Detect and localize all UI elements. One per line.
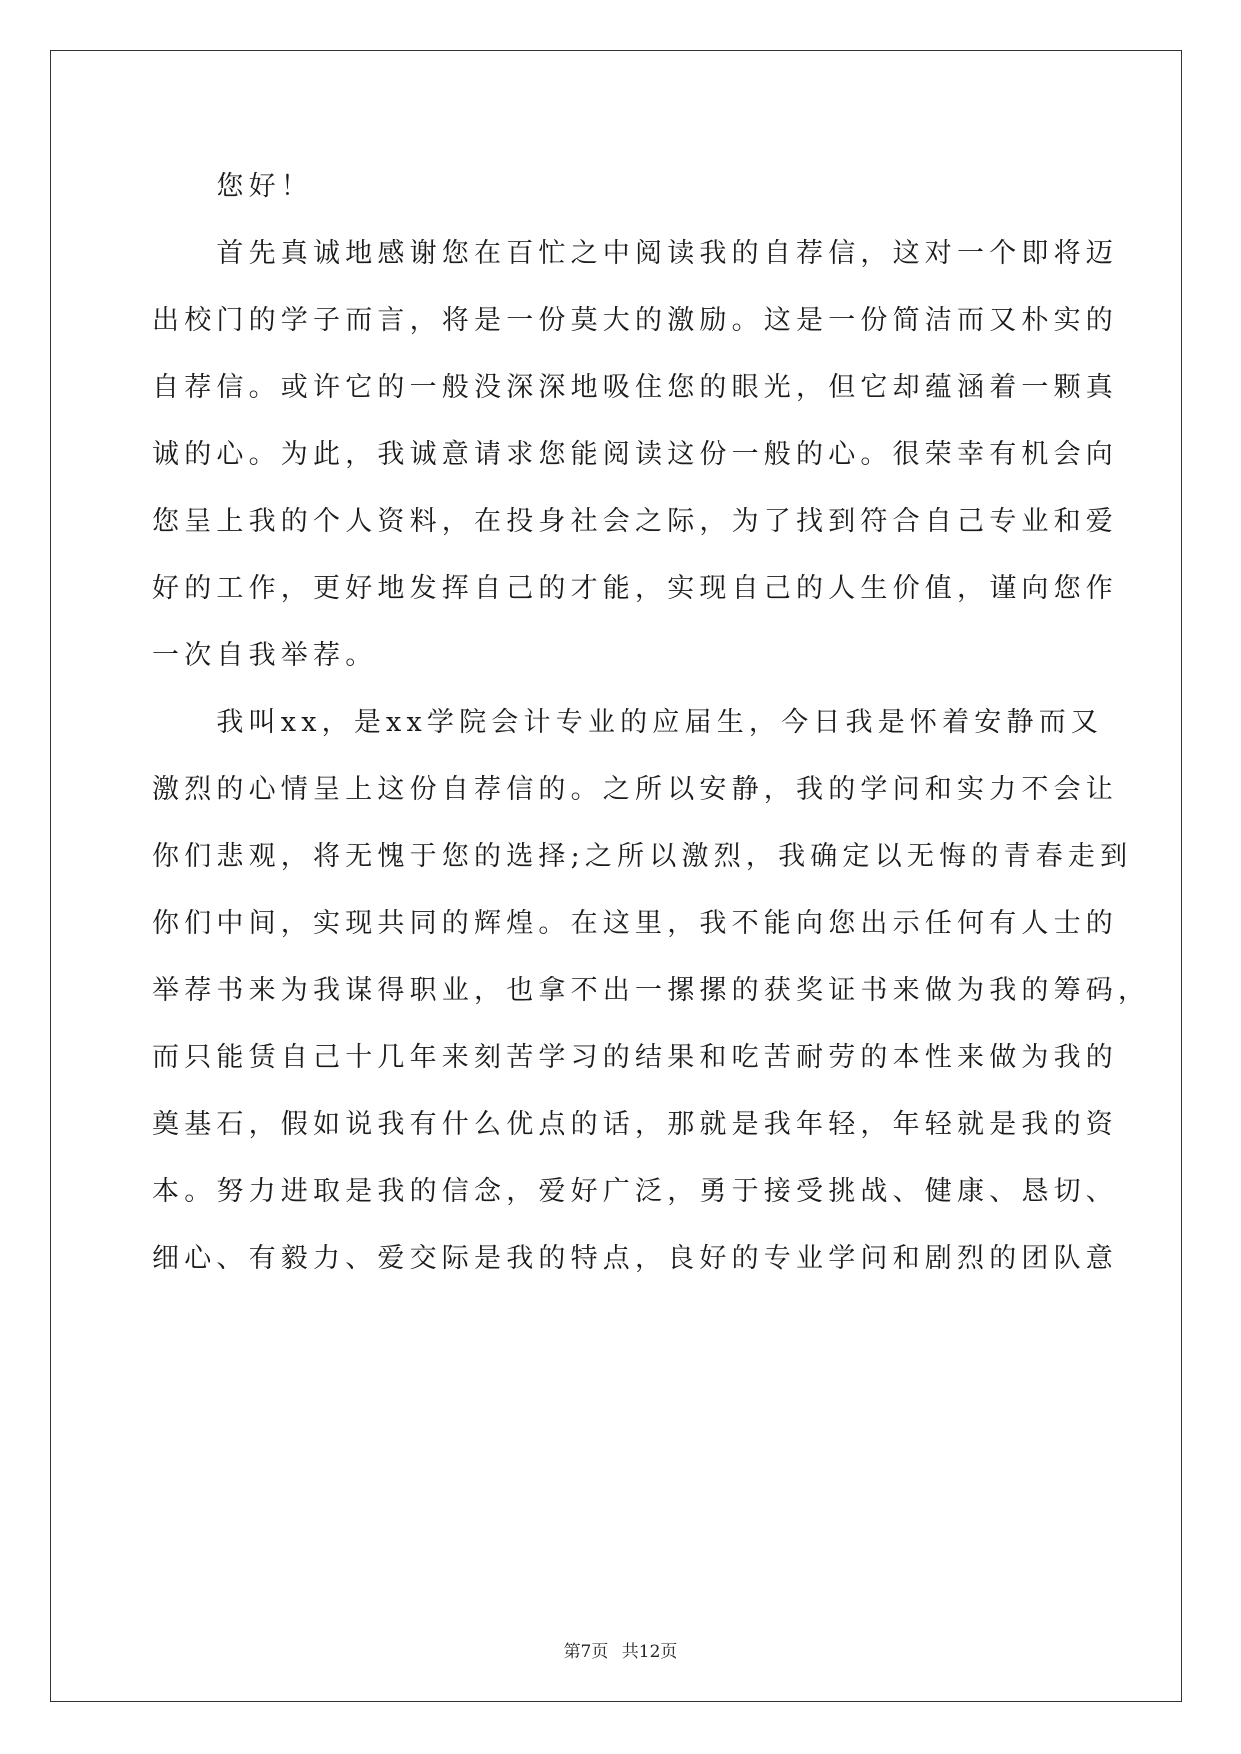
text-line: 激烈的心情呈上这份自荐信的。之所以安静，我的学问和实力不会让 bbox=[152, 774, 1118, 805]
text-line: 举荐书来为我谋得职业，也拿不出一摞摞的获奖证书来做为我的筹码， bbox=[152, 975, 1151, 1006]
text-line: 奠基石，假如说我有什么优点的话，那就是我年轻，年轻就是我的资 bbox=[152, 1109, 1118, 1140]
text-line: 诚的心。为此，我诚意请求您能阅读这份一般的心。很荣幸有机会向 bbox=[152, 439, 1118, 470]
text-line: 出校门的学子而言，将是一份莫大的激励。这是一份简洁而又朴实的 bbox=[152, 305, 1118, 336]
page-number: 第7页 bbox=[563, 1642, 609, 1662]
text-line: 而只能赁自己十几年来刻苦学习的结果和吃苦耐劳的本性来做为我的 bbox=[152, 1042, 1118, 1073]
text-line: 细心、有毅力、爱交际是我的特点，良好的专业学问和剧烈的团队意 bbox=[152, 1243, 1118, 1274]
text-line: 本。努力进取是我的信念，爱好广泛，勇于接受挑战、健康、恳切、 bbox=[152, 1176, 1118, 1207]
page-total: 共12页 bbox=[621, 1642, 678, 1662]
page-footer bbox=[0, 1637, 1241, 1662]
text-line: 首先真诚地感谢您在百忙之中阅读我的自荐信，这对一个即将迈 bbox=[152, 238, 1118, 269]
text-line: 你们中间，实现共同的辉煌。在这里，我不能向您出示任何有人士的 bbox=[152, 908, 1118, 939]
text-line: 自荐信。或许它的一般没深深地吸住您的眼光，但它却蕴涵着一颗真 bbox=[152, 372, 1118, 403]
text-line: 好的工作，更好地发挥自己的才能，实现自己的人生价值，谨向您作 bbox=[152, 573, 1118, 604]
text-line: 您好！ bbox=[152, 171, 313, 202]
text-line: 你们悲观，将无愧于您的选择;之所以激烈，我确定以无悔的青春走到 bbox=[152, 841, 1133, 872]
text-line: 您呈上我的个人资料，在投身社会之际，为了找到符合自己专业和爱 bbox=[152, 506, 1118, 537]
text-line: 一次自我举荐。 bbox=[152, 640, 378, 671]
text-line: 我叫xx，是xx学院会计专业的应届生，今日我是怀着安静而又 bbox=[152, 707, 1104, 738]
